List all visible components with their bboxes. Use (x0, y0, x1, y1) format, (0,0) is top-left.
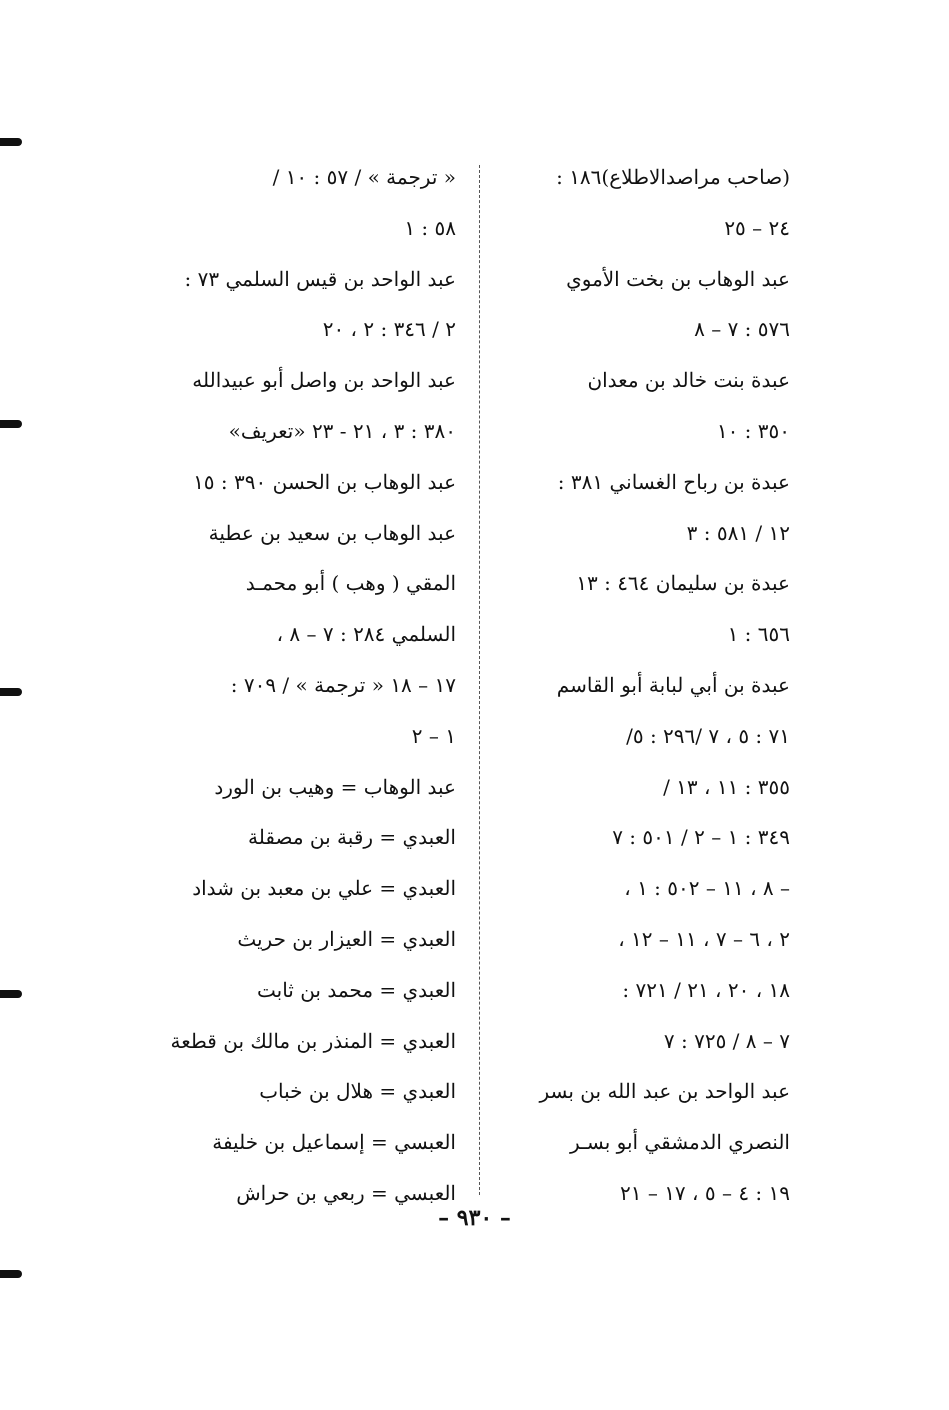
index-column-left (150, 152, 456, 1219)
index-line: ٢٤ – ٢٥ (724, 215, 790, 240)
index-line: ٣٥٠ : ١٠ (716, 418, 790, 443)
index-line: المقي ( وهب ) أبو محمـد (245, 571, 456, 596)
index-line: عبد الوهاب بن بخت الأموي (566, 266, 790, 291)
index-line: العبدي = العيزار بن حريث (237, 926, 456, 951)
index-line: عبدة بن سليمان ٤٦٤ : ١٣ (576, 571, 790, 596)
index-line: العبدي = محمد بن ثابت (256, 977, 456, 1002)
index-line: عبد الوهاب = وهيب بن الورد (214, 774, 456, 799)
index-line: ٢ / ٣٤٦ : ٢ ، ٢٠ (322, 317, 456, 342)
scan-edge-mark (0, 138, 22, 146)
index-line: ٥٨ : ١ (404, 215, 456, 240)
column-divider (479, 165, 480, 1195)
index-line: ١٨ ، ٢٠ ، ٢١ / ٧٢١ : (622, 977, 790, 1002)
index-line: العبسي = ربعي بن حراش (236, 1180, 456, 1205)
index-line: ٥٧٦ : ٧ – ٨ (694, 317, 790, 342)
index-line: عبدة بنت خالد بن معدان (587, 368, 790, 393)
index-line: ٣٤٩ : ١ – ٢ / ٥٠١ : ٧ (612, 825, 790, 850)
index-line: ٢ ، ٦ – ٧ ، ١١ – ١٢ ، (618, 926, 790, 951)
index-line: النصري الدمشقي أبو بسـر (569, 1130, 790, 1155)
index-line: ٦٥٦ : ١ (727, 622, 790, 647)
index-line: ١ – ٢ (411, 723, 456, 748)
index-line: العبسي = إسماعيل بن خليفة (212, 1130, 456, 1155)
scan-edge-mark (0, 990, 22, 998)
index-line: ١٩ : ٤ – ٥ ، ١٧ – ٢١ (619, 1180, 790, 1205)
index-line: عبدة بن رباح الغساني ٣٨١ : (557, 469, 790, 494)
index-line: السلمي ٢٨٤ : ٧ – ٨ ، (276, 622, 456, 647)
index-line: عبد الواحد بن قيس السلمي ٧٣ : (184, 266, 456, 291)
index-line: العبدي = رقبة بن مصقلة (248, 825, 456, 850)
scan-edge-mark (0, 420, 22, 428)
index-line: ١٢ / ٥٨١ : ٣ (686, 520, 790, 545)
index-line: ٣٨٠ : ٣ ، ٢١ - ٢٣ «تعريف» (228, 418, 456, 443)
index-line: ٧ – ٨ / ٧٢٥ : ٧ (663, 1028, 790, 1053)
index-line: عبدة بن أبي لبابة أبو القاسم (556, 672, 790, 697)
index-line: عبد الوهاب بن سعيد بن عطية (208, 520, 456, 545)
scan-edge-mark (0, 688, 22, 696)
index-line: ٣٥٥ : ١١ ، ١٣ / (663, 774, 790, 799)
page-number: – ٩٣٠ – (438, 1205, 511, 1231)
index-line: العبدي = هلال بن خباب (259, 1079, 456, 1104)
index-line: (صاحب مراصدالاطلاع)١٨٦ : (556, 165, 790, 189)
index-line: – ٨ ، ١١ – ٥٠٢ : ١ ، (624, 876, 790, 901)
index-line: العبدي = المنذر بن مالك بن قطعة (170, 1028, 456, 1053)
index-column-right (500, 152, 790, 1219)
index-line: « ترجمة » / ٥٧ : ١٠ / (272, 165, 456, 189)
index-line: ٧١ : ٥ ، ٧ /٢٩٦ : ٥/ (626, 723, 790, 748)
index-line: ١٧ – ١٨ « ترجمة » / ٧٠٩ : (230, 672, 456, 697)
index-line: العبدي = علي بن معبد بن شداد (192, 876, 456, 901)
index-line: عبد الواحد بن واصل أبو عبيدالله (192, 368, 456, 393)
index-line: عبد الوهاب بن الحسن ٣٩٠ : ١٥ (193, 469, 456, 494)
index-line: عبد الواحد بن عبد الله بن بسر (539, 1079, 790, 1104)
scan-edge-mark (0, 1270, 22, 1278)
